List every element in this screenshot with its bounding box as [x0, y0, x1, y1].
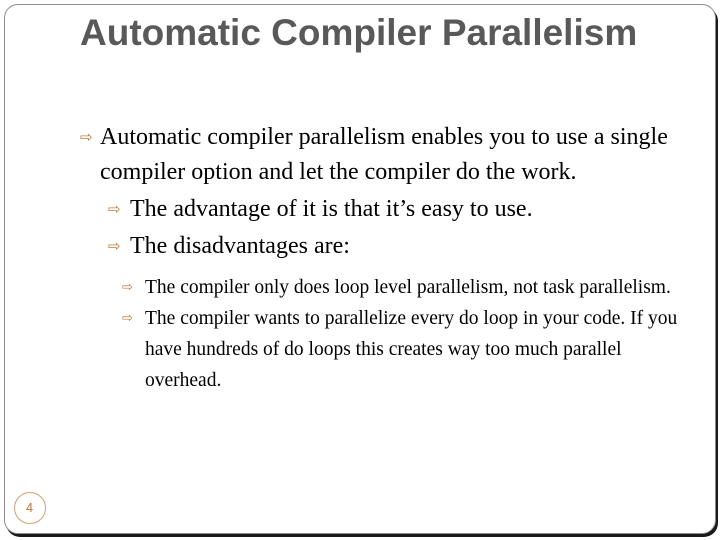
bullet-text: Automatic compiler parallelism enables you to use a single compiler option and let the compiler do the work.: [100, 124, 668, 185]
bullet-level-2: [80, 229, 700, 264]
bullet-level-3: [80, 272, 700, 303]
hollow-arrow-bullet-icon: ⇨: [80, 128, 93, 146]
bullet-level-1: [80, 120, 700, 190]
hollow-arrow-bullet-icon: ⇨: [122, 280, 133, 295]
bullet-text: The disadvantages are:: [130, 233, 350, 259]
page-number: 4: [25, 500, 34, 515]
hollow-arrow-bullet-icon: ⇨: [108, 237, 121, 255]
slide-body: [80, 120, 700, 396]
slide-title: Automatic Compiler Parallelism: [80, 12, 638, 53]
bullet-text: The advantage of it is that it’s easy to use.: [130, 196, 533, 222]
hollow-arrow-bullet-icon: ⇨: [108, 200, 121, 218]
bullet-level-2: [80, 192, 700, 227]
hollow-arrow-bullet-icon: ⇨: [122, 311, 133, 326]
bullet-text: The compiler only does loop level parallelism, not task parallelism.: [145, 277, 671, 298]
bullet-text: The compiler wants to parallelize every do loop in your code. If you have hundreds of do loops this creates way too much parallel overhead.: [145, 308, 678, 391]
page-number-badge: [14, 492, 46, 524]
bullet-level-3: [80, 303, 700, 396]
